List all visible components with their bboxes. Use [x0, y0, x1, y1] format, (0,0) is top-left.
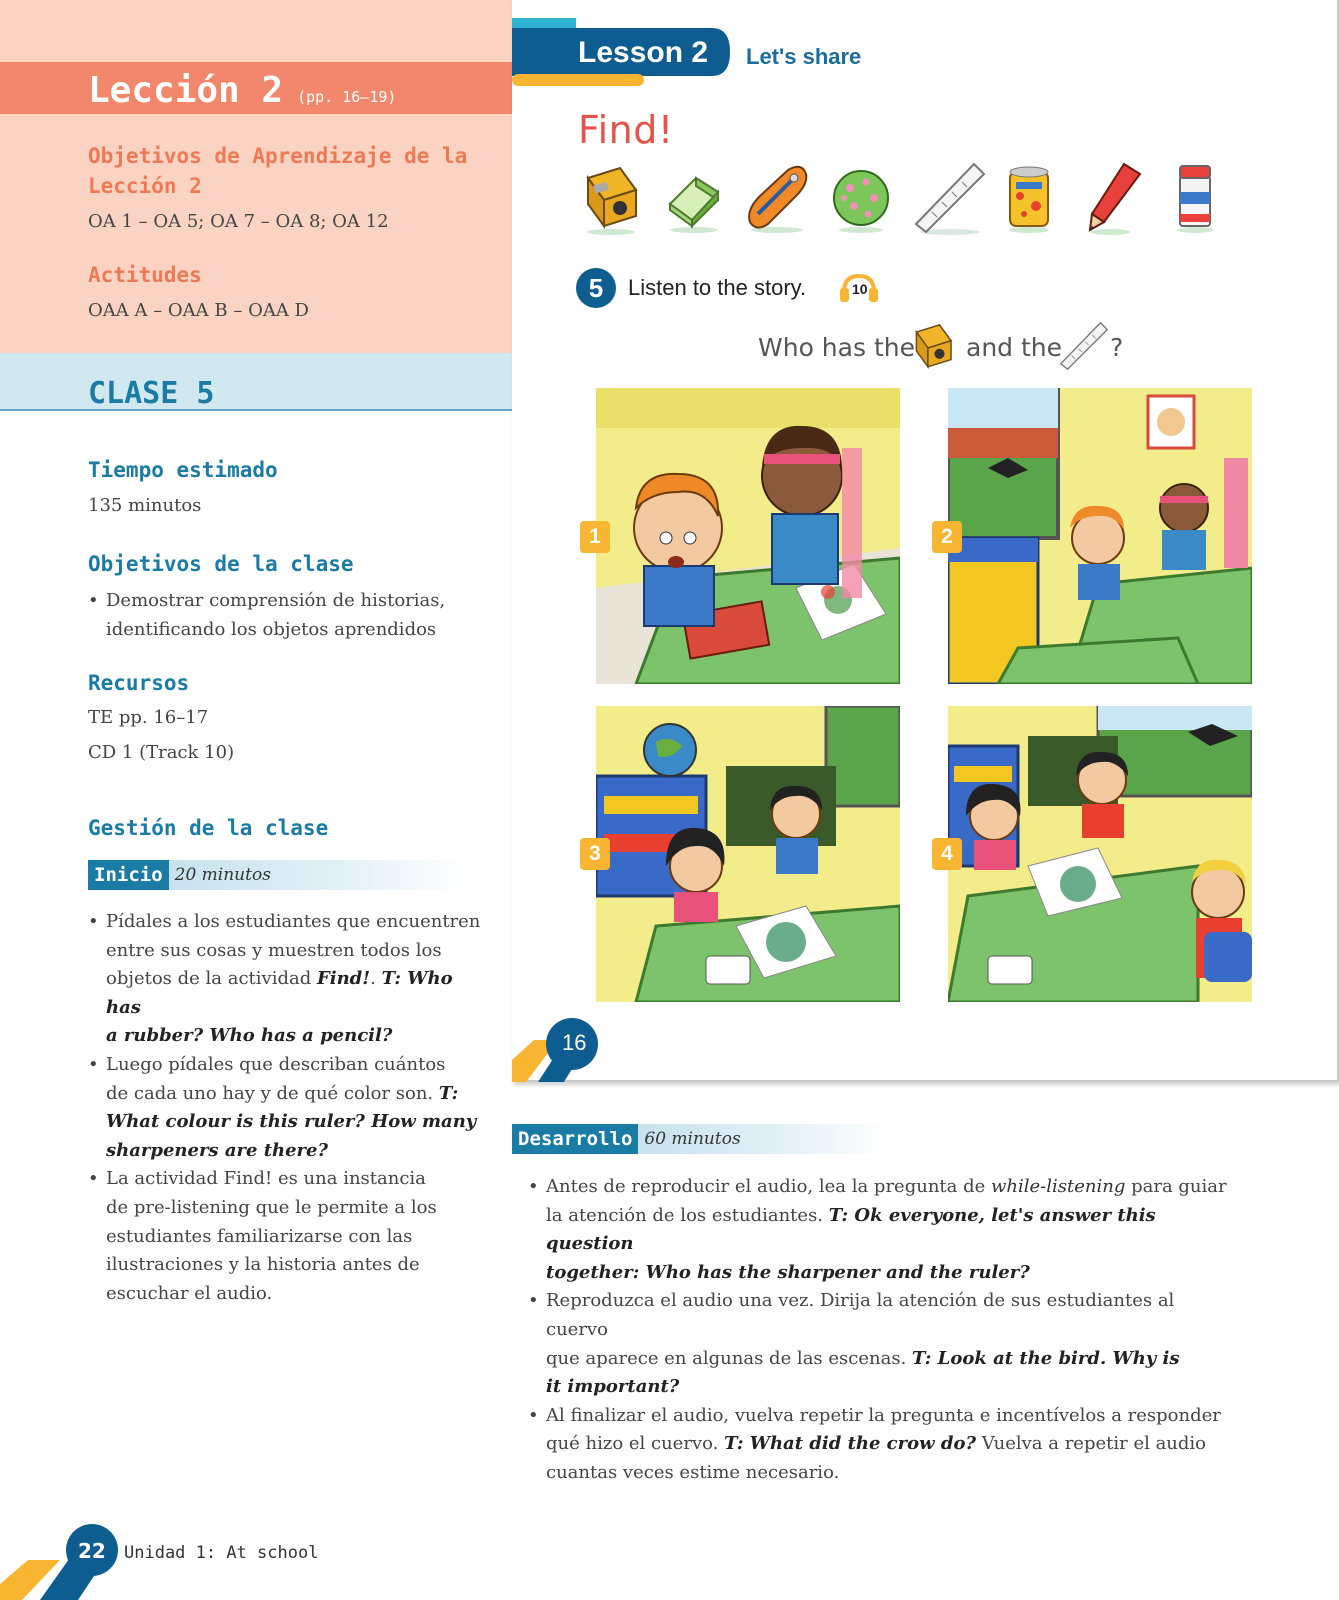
panel-number-2: 2	[932, 521, 962, 553]
find-title: Find!	[578, 108, 674, 152]
activity-number: 5	[576, 268, 616, 308]
objetivos-clase-list	[88, 587, 488, 644]
list-item: • Antes de reproducir el audio, lea la pregunta de while-listening para guiar la atención de los estudiantes. T: Ok everyone, let's answer this question together: Who has the sharpener and the ruler?	[528, 1173, 1228, 1287]
recursos-line-2: CD 1 (Track 10)	[88, 742, 235, 763]
panel-number-4: 4	[932, 838, 962, 870]
actitudes-title: Actitudes	[88, 263, 202, 287]
story-panel-3	[596, 706, 900, 1002]
tiempo-estimado-title: Tiempo estimado	[88, 458, 278, 482]
inicio-list	[88, 908, 488, 1308]
ball-icon	[830, 166, 892, 234]
desarrollo-list	[528, 1173, 1228, 1488]
list-item: • La actividad Find! es una instancia de pre-listening que le permite a los estudiantes familiarizarse con las ilustraciones y la historia antes de escuchar el audio.	[88, 1165, 488, 1308]
list-item: • Demostrar comprensión de historias, identificando los objetos aprendidos	[88, 587, 488, 644]
objetivos-clase-title: Objetivos de la clase	[88, 552, 354, 576]
objetivos-aprendizaje-title: Objetivos de Aprendizaje de la Lección 2	[88, 144, 468, 198]
book-page-number: 16	[562, 1030, 587, 1055]
sharpener-icon	[910, 322, 956, 374]
story-panel-2	[948, 388, 1252, 684]
question-text-2: and the	[966, 333, 1063, 362]
glue-stick-icon	[1172, 162, 1218, 234]
question-mark: ?	[1110, 333, 1124, 362]
book-subtitle: Let's share	[746, 44, 862, 69]
clase-band	[0, 353, 512, 411]
sharpener-icon	[580, 164, 642, 236]
tiempo-estimado-text: 135 minutos	[88, 495, 202, 516]
inicio-time-bar	[88, 860, 468, 890]
pencil-case-icon	[744, 162, 810, 234]
list-item: • Al finalizar el audio, vuelva repetir la pregunta e incentívelos a responder qué hizo el cuervo. T: What did the crow do? Vuelva a repetir el audio cuantas veces estime necesario.	[528, 1402, 1228, 1488]
desarrollo-time: 60 minutos	[638, 1124, 888, 1154]
find-icons-row	[568, 160, 1268, 240]
track-number: 10	[852, 281, 868, 297]
clase-title: CLASE 5	[88, 376, 215, 411]
story-panel-1	[596, 388, 900, 684]
footer-page-number: 22	[78, 1539, 106, 1563]
inicio-label: Inicio	[88, 860, 169, 890]
list-item: • Reproduzca el audio una vez. Dirija la atención de sus estudiantes al cuervo que aparece en algunas de las escenas. T: Look at the bird. Why is it important?	[528, 1287, 1228, 1401]
ruler-icon	[1058, 320, 1110, 372]
panel-number-3: 3	[580, 838, 610, 870]
book-lesson-label: Lesson 2	[578, 36, 709, 69]
list-item: • Luego pídales que describan cuántos de cada uno hay y de qué color son. T: What colour is this ruler? How many sharpeners are there?	[88, 1051, 488, 1165]
pencil-icon	[1084, 160, 1146, 236]
recursos-title: Recursos	[88, 671, 190, 695]
lesson-title: Lección 2 (pp. 16–19)	[88, 70, 397, 111]
question-text-1: Who has the	[758, 333, 915, 362]
book-page-number-marker	[512, 1010, 602, 1082]
actitudes-text: OAA A – OAA B – OAA D	[88, 300, 309, 321]
lesson-pages: (pp. 16–19)	[297, 88, 397, 106]
activity-instruction: Listen to the story.	[628, 275, 807, 300]
can-icon	[1004, 162, 1054, 234]
rubber-icon	[664, 170, 724, 234]
ruler-icon	[912, 160, 988, 236]
desarrollo-label: Desarrollo	[512, 1124, 638, 1154]
panel-number-1: 1	[580, 521, 610, 553]
objetivos-aprendizaje-text: OA 1 – OA 5; OA 7 – OA 8; OA 12	[88, 211, 389, 232]
story-panel-4	[948, 706, 1252, 1002]
recursos-line-1: TE pp. 16–17	[88, 707, 209, 728]
list-item: • Pídales a los estudiantes que encuentren entre sus cosas y muestren todos los objetos de la actividad Find!. T: Who has a rubber? Who has a pencil?	[88, 908, 488, 1051]
footer-unit-title: Unidad 1: At school	[124, 1543, 319, 1563]
page-number-marker	[0, 1524, 130, 1600]
gestion-title: Gestión de la clase	[88, 816, 329, 840]
desarrollo-time-bar	[512, 1124, 888, 1154]
inicio-time: 20 minutos	[169, 860, 468, 890]
